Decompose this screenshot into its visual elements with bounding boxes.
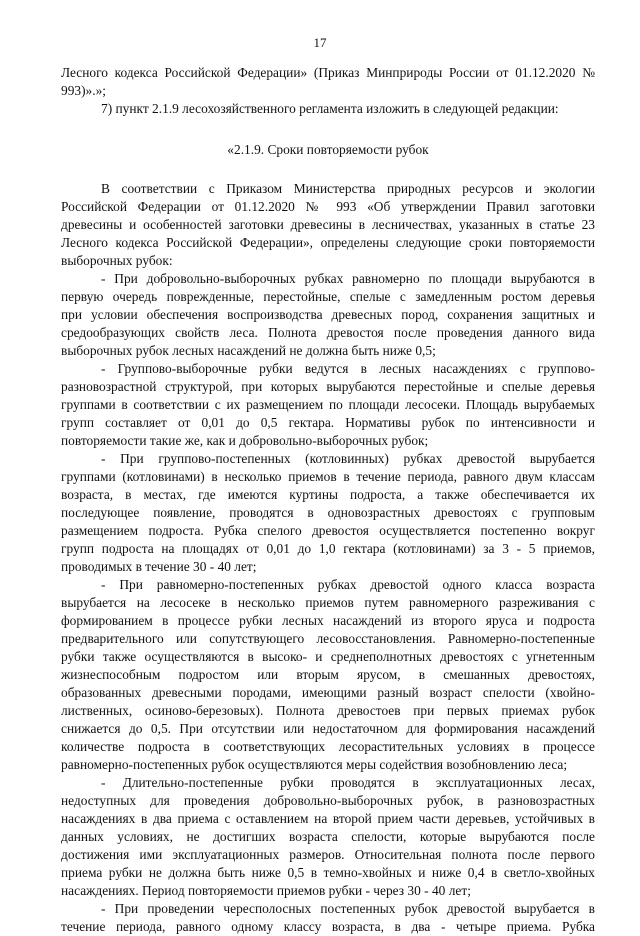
text-line: количестве подроста в соответствующих лесорастительных условиях в процессе — [61, 739, 595, 754]
text-line: - При проведении чересполосных постепенных рубок древостой вырубается в — [101, 901, 595, 916]
text-line: проводимых в течение 30 - 40 лет; — [61, 559, 257, 574]
text-line: Лесного кодекса Российской Федерации» (Приказ Минприроды России от 01.12.2020 № — [61, 65, 595, 80]
text-line: 7) пункт 2.1.9 лесохозяйственного регламента изложить в следующей редакции: — [101, 101, 559, 116]
text-line: выборочных рубок: — [61, 253, 173, 268]
text-line: размещением подроста. Рубка спелого древостоя осуществляется постепенно вокруг — [61, 523, 595, 538]
spacer — [61, 159, 595, 180]
text-line: В соответствии с Приказом Министерства природных ресурсов и экологии — [101, 181, 595, 196]
text-line: - При добровольно-выборочных рубках равномерно по площади вырубаются в — [101, 271, 595, 286]
text-line: повторяемости такие же, как и добровольно-выборочных рубок; — [61, 433, 429, 448]
text-line: формированием в процессе рубки лесных насаждений из второго яруса и подроста — [61, 613, 595, 628]
text-line: группами (котловинами) в несколько приемов в течение периода, равного двум классам — [61, 469, 595, 484]
text-line: снижается до 0,5. При отсутствии или недостаточном для формирования насаждений — [61, 721, 595, 736]
text-line: 993)».»; — [61, 83, 107, 98]
text-line: приема рубки не должна быть ниже 0,5 в темно-хвойных и ниже 0,4 в светло-хвойных — [61, 865, 595, 880]
text-line: групп составляет от 0,01 до 0,5 гектара. Нормативы рубок по интенсивности и — [61, 415, 595, 430]
text-line: - При группово-постепенных (котловинных) рубках древостой вырубается — [101, 451, 595, 466]
text-line: равномерно-постепенных рубок осуществляются меры содействия возобновлению леса; — [61, 757, 568, 772]
text-line: предварительного или сопутствующего лесовосстановления. Равномерно-постепенные — [61, 631, 595, 646]
text-line: древесины и особенностей заготовки древесины в лесничествах, указанных в статье 23 — [61, 217, 595, 232]
spacer — [61, 118, 595, 141]
text-line: средообразующих свойств леса. Полнота древостоя после проведения данного вида — [61, 325, 595, 340]
text-line: рубки также осуществляются в высоко- и среднеполнотных древостоях с угнетенным — [61, 649, 595, 664]
text-line: разновозрастной структурой, при которых вырубаются перестойные и спелые деревья — [61, 379, 595, 394]
text-line: насаждениях. Период повторяемости приемов рубки - через 30 - 40 лет; — [61, 883, 471, 898]
text-line: вырубается на лесосеке в несколько приемов путем равномерного разреживания с — [61, 595, 595, 610]
page-content — [61, 64, 595, 936]
text-line: Российской Федерации от 01.12.2020 № 993 «Об утверждении Правил заготовки — [61, 199, 595, 214]
text-line: Лесного кодекса Российской Федерации», определены следующие сроки повторяемости — [61, 235, 595, 250]
text-line: лиственных, осиново-березовых). Полнота древостоев при первых приемах рубок — [61, 703, 595, 718]
page-number: 17 — [313, 35, 327, 50]
text-line: данных условиях, не достигших возраста спелости, которые вырубаются после — [61, 829, 595, 844]
text-line: возраста, в местах, где имеются куртины подроста, а также обеспечивается их — [61, 487, 595, 502]
text-line: течение периода, равного одному классу возраста, в два - четыре приема. Рубка — [61, 919, 595, 934]
text-line: насаждениях в два приема с оставлением на второй прием части деревьев, устойчивых в — [61, 811, 595, 826]
text-line: последующее появление, проводятся в одновозрастных древостоях с групповым — [61, 505, 595, 520]
text-line: образованных древесными породами, имеющими разный возраст спелости (хвойно- — [61, 685, 595, 700]
text-line: при условии обеспечения воспроизводства древесных пород, сохранения защитных и — [61, 307, 595, 322]
text-line: недоступных для проведения добровольно-выборочных рубок, в разновозрастных — [61, 793, 595, 808]
text-line: выборочных рубок лесных насаждений не должна быть ниже 0,5; — [61, 343, 436, 358]
text-line: - При равномерно-постепенных рубках древостой одного класса возраста — [101, 577, 595, 592]
text-line: - Группово-выборочные рубки ведутся в лесных насаждениях с группово- — [101, 361, 595, 376]
text-line: первую очередь поврежденные, перестойные, спелые с замедленным ростом деревья — [61, 289, 595, 304]
text-line: группами в соответствии с их размещением по площади лесосеки. Площадь вырубаемых — [61, 397, 595, 412]
text-line: групп подроста на площадях от 0,01 до 1,0 гектара (котловинами) за 3 - 5 приемов, — [61, 541, 595, 556]
text-line: достижения ими эксплуатационных размеров. Относительная полнота после первого — [61, 847, 595, 862]
text-line: - Длительно-постепенные рубки проводятся в эксплуатационных лесах, — [101, 775, 595, 790]
section-heading: «2.1.9. Сроки повторяемости рубок — [227, 142, 429, 157]
text-line: жизнеспособным подростом или вторым ярусом, в смешанных древостоях, — [61, 667, 595, 682]
